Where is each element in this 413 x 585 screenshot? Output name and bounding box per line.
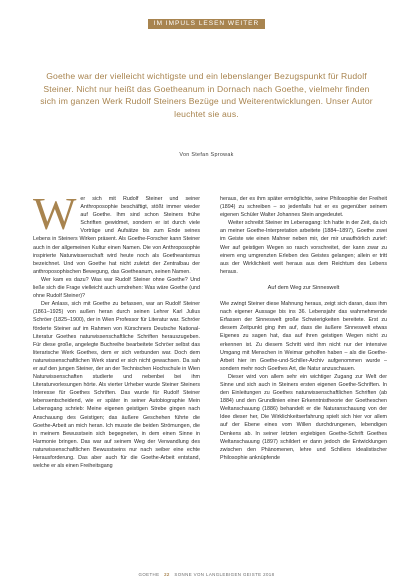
drop-cap: W xyxy=(33,188,77,239)
body-paragraph: Weiter schreibt Steiner im Lebensgang: Ich hatte in der Zeit, da ich an meiner Goethe-Interpretation arbeitete (1884–1897), Goethe zwei im Geiste wie einen Mahner neben mir, der mir unaufhörlich zurief: Wer auf geistigen Wegen so rasch vorschreitet, der kann zwar zu einem eng umgrenzten Erleben des Geistes gelangen; allein er tritt aus der Wirklichkeit weit heraus aus dem Reichtum des Lebens heraus. xyxy=(220,220,387,275)
text-column-left xyxy=(33,188,200,470)
section-subhead: Auf dem Weg zur Sinneswelt xyxy=(267,284,340,291)
section-kicker: IM IMPULS LESEN WEITER xyxy=(148,19,265,29)
footer-publication: SONNE VON LANGLEBIGEN GEISTE 2018 xyxy=(174,572,275,577)
byline: Von Stefan Sprowak xyxy=(179,152,234,158)
page-number: 22 xyxy=(164,572,170,577)
kicker-banner xyxy=(0,12,413,30)
body-paragraph: Der Anlass, sich mit Goethe zu befassen, war an Rudolf Steiner (1861–1925) von außen heran durch seinen Lehrer Karl Julius Schröer (1825–1900), der in Wien Professor für Literatur war. Schröer förderte Steiner auf im Rahmen von Kürschners Deutsche National-Literatur Goethes naturwissenschaftliche Schriften herauszugeben. Für diese große, angelegte Buchreihe bearbeitete Schröer selbst das literarische Werk Goethes, dem er sich verbunden war. Doch dem naturwissenschaftlichen Werk stand er sich nicht gewachsen. Da sah er auf den jungen Steiner, der an der Technischen Hochschule in Wien Naturwissenschaften studierte und nebenbei bei ihm Literaturvorlesungen hörte. Als vierter Urheber wurde Steiner Steiners Interesse für Goethes Schriften. Das wurde für Rudolf Steiner lebensentscheidend, wie er später in seiner Autobiographie Mein Lebensgang schrieb: Meine eigenen geistigen Strebe gingen nach Anschauung des Geistigen; das äußere Geschehen führte die Goethe-Arbeit an mich heran. Ich musste die beiden Strömungen, die in meinem Bewusstsein sich begegneten, in dem einen Sinne in Harmonie bringen. Das war auf seinem Weg der Verwandlung des naturwissenschaftlichen Bewusstseins nur nach seiber eine echte Herausforderung. Das aber auch für die Goethe-Arbeit entstand, welche er als einen Freiheitsgang xyxy=(33,301,200,470)
body-paragraph: Wer kam es dazu? Was war Rudolf Steiner ohne Goethe? Und ließe sich die Frage vielleicht auch umdrehen: Was wäre Goethe (und ohne Rudolf Steiner)? xyxy=(33,276,200,300)
body-paragraph: heraus, der es ihm später ermöglichte, seine Philosophie der Freiheit (1894) zu schreiben – so jedenfalls hat er es gegenüber seinem eigenen Schüler Walter Johannes Stein angedeutet. xyxy=(220,196,387,219)
intro-teaser: Goethe war der vielleicht wichtigste und ein lebenslanger Bezugspunkt für Rudolf Steiner. Nicht nur heißt das Goetheanum in Dornach nach Goethe, vielmehr finden sich im ganzen Werk Rudolf Steiners Bezüge und Weiterentwicklungen. Unser Autor leuchtet sie aus. xyxy=(40,71,373,119)
footer-section: GOETHE xyxy=(138,572,160,577)
body-paragraph: er sich mit Rudolf Steiner und seiner Anthroposophie beschäftigt, stößt immer wieder auf Goethe. Ihm sind schon Steiners frühe Schriften gewidmet, sondern er ist durch viele Vorträge und Aufsätze bis zum Ende seines Lebens in Steiners Wirken präsent. Als Goethe-Forscher kann Steiner auch in der allgemeinen Kultur einen Namen. Die von Anthroposophie inspirierte Naturwissenschaft wird heute noch als Goetheanismus bezeichnet. Und von Goethe hat nicht zuletzt der Zentralbau der anthroposophischen Bewegung, das Goetheanum, seinen Namen. xyxy=(33,196,200,275)
body-paragraph: Wie zwingt Steiner diese Mahnung heraus, zeigt sich daran, dass ihm nach eigener Aussage bis ins 36. Lebensjahr das wahrnehmende Erfassen der Sinneswelt große Schwierigkeiten bereitete. Erst zu diesem Zeitpunkt ging ihm auf, dass die äußere Sinneswelt etwas Eigenes zu sagen hat, das auf ihren geistigen Wegen nicht zu erkennen ist. Zu diesem Schritt wird ihm nicht nur der intensive Umgang mit Menschen in Weimar geholfen haben – als die Goethe-Arbeit hier im Goethe-und-Schiller-Archiv aufgenommen wurde – sondern mehr noch Goethes Art, die Natur anzuschauen. xyxy=(220,301,387,372)
text-column-right xyxy=(220,195,387,462)
page-footer xyxy=(0,572,413,577)
body-paragraph: Dieser wird von allem sehr ein wichtiger Zugang zur Welt der Sinne und sich auch in Steiners ersten eigenen Goethe-Schriften. In den Einleitungen zu Goethes naturwissenschaftlichen Schriften (ab 1884) und den Grundlinien einer Erkenntnistheorie der Goetheschen Weltanschauung (1886) behandelt er die Naturanschauung von der Idee dieser her, Die Wirklichkeitserfahrung spielt sich hier vor allem auf der Ebene eines vom Willen durchdrungenen, lebendigen Denkens ab. In seiner letzten ergiebigen Goethe-Schrift Goethes Weltanschauung (1897) schildert er dann jedoch die Entwicklungen zwischen den Phänomenen, lehre und Schillers idealistischer Philosophie anknüpfende xyxy=(220,373,387,461)
